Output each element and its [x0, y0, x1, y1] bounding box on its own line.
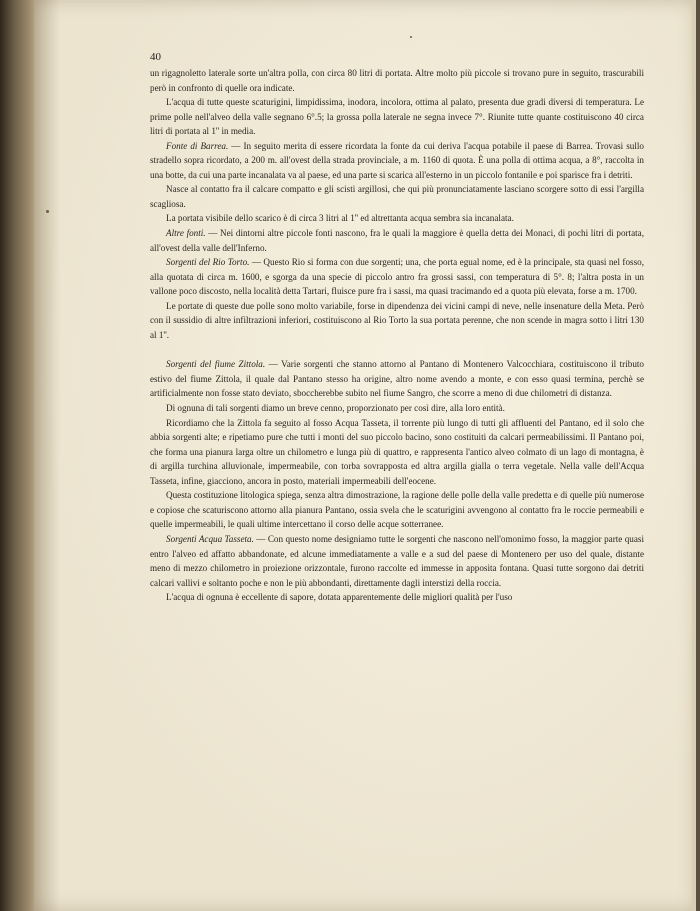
- page-edge: [692, 0, 696, 911]
- scanned-page: [34, 0, 696, 911]
- paragraph-text: Ricordiamo che la Zittola fa seguito al fosso Acqua Tasseta, il torrente più lungo di tutti gli affluenti del Pantano, ed il solo che abbia sorgenti alte; e ripetiamo pure che tutti i monti del suo piccolo bacino, sono costituiti da calcari permeabilissimi. Il Pantano poi, che forma una pianura larga oltre un chilometro e lunga più di quattro, e rappresenta l'antico alveo colmato di un lago di montagna, è di argilla turchina alluvionale, impermeabile, con torba sovrapposta ed altra argilla gialla o terra vegetale. Nella valle dell'Acqua Tasseta, infine, giacciono, ancora in posto, materiali impermeabili dell'eocene.: [150, 417, 644, 486]
- ink-blot: [410, 36, 412, 38]
- paragraph: [150, 139, 644, 183]
- paragraph-text: Questa costituzione litologica spiega, senza altra dimostrazione, la ragione delle polle della valle predetta e di quelle più numerose e copiose che scaturiscono attorno alla pianura Pantano, ossia svela che le scaturigini avvengono al contatto fra le roccie permeabili e quelle impermeabili, le quali ultime intercettano il corso delle acque sotterranee.: [150, 490, 644, 530]
- section-heading: Sorgenti del fiume Zittola.: [166, 359, 266, 370]
- paragraph: [150, 488, 644, 532]
- paragraph: [150, 95, 644, 139]
- page-content: [150, 50, 644, 605]
- paragraph-text: La portata visibile dello scarico è di circa 3 litri al 1'' ed altrettanta acqua sembra sia incanalata.: [166, 213, 514, 224]
- section-heading: Sorgenti Acqua Tasseta.: [166, 533, 254, 544]
- paragraph: [150, 590, 644, 605]
- paragraph: [150, 226, 644, 255]
- ink-blot: [46, 210, 49, 213]
- paragraph-text: L'acqua di tutte queste scaturigini, limpidissima, inodora, incolora, ottima al palato, presenta due gradi diversi di temperatura. Le prime polle nell'alveo della valle segnano 6°.5; la grossa polla laterale ne segna invece 7°. Riunite tutte quante costituiscono 40 circa litri di portata al 1'' in media.: [150, 97, 644, 137]
- paragraph-text: Nasce al contatto fra il calcare compatto e gli scisti argillosi, che qui più pronunciatamente lasciano scorgere sotto di essi l'argilla scagliosa.: [150, 184, 644, 209]
- paragraph-text: un rigagnoletto laterale sorte un'altra polla, con circa 80 litri di portata. Altre molto più piccole si trovano pure in seguito, trascurabili però in confronto di quelle ora indicate.: [150, 68, 644, 93]
- paragraph: [150, 255, 644, 299]
- paragraph: [150, 532, 644, 590]
- paragraph-text: L'acqua di ognuna è eccellente di sapore, dotata apparentemente delle migliori qualità per l'uso: [166, 592, 513, 603]
- paragraph: [150, 66, 644, 95]
- paragraph-text: — Nei dintorni altre piccole fonti nascono, fra le quali la maggiore è quella detta dei Monaci, di pochi litri di portata, all'ovest della valle dell'Inferno.: [150, 228, 644, 253]
- section-heading: Altre fonti.: [166, 228, 206, 239]
- paragraph-text: Di ognuna di tali sorgenti diamo un breve cenno, proporzionato per così dire, alla loro entità.: [166, 403, 505, 414]
- paragraph-text: — Con questo nome designiamo tutte le sorgenti che nascono nell'omonimo fosso, la maggior parte quasi entro l'alveo ed affatto abbandonate, ed alcune immediatamente a valle e a sud del paese di Montenero per uso del quale, distante meno di mezzo chilometro in proiezione orizzontale, furono raccolte ed immesse in apposita fontana. Quasi tutte sorgono dai detriti calcari vallivi e soltanto poche e non le più abbondanti, direttamente dagli interstizi della roccia.: [150, 533, 644, 588]
- paragraph: [150, 416, 644, 489]
- paragraph-text: — Questo Rio si forma con due sorgenti; una, che porta egual nome, ed è la principale, sta quasi nel fosso, alla quotata di circa m. 1600, e sgorga da una specie di piccolo antro fra grossi sassi, con temperatura di 5°. 8; l'altra posta in un vallone poco discosto, nella località detta Tartari, fluisce pure fra i sassi, ma quasi tracimando ed a quota più elevata, forse a m. 1700.: [150, 257, 644, 297]
- paragraph: [150, 357, 644, 401]
- paragraph-text: — In seguito merita di essere ricordata la fonte da cui deriva l'acqua potabile il paese di Barrea. Trovasi sullo stradello sopra ricordato, a 200 m. all'ovest della strada provinciale, a m. 1160 di quota. È una polla di ottima acqua, a 8°, raccolta in una botte, da cui una parte incanalata va al paese, ed una parte si scarica all'esterno in un piccolo fontanile e poi sparisce fra i detriti.: [150, 140, 644, 180]
- paragraph: [150, 211, 644, 226]
- section-heading: Sorgenti del Rio Torto.: [166, 257, 250, 268]
- page-number: 40: [150, 51, 161, 63]
- section-heading: Fonte di Barrea.: [166, 140, 229, 151]
- paragraph: [150, 299, 644, 343]
- paragraph-text: Le portate di queste due polle sono molto variabile, forse in dipendenza dei vicini campi di neve, nelle insenature della Meta. Però con il sussidio di altre infiltrazioni inferiori, costituiscono al Rio Torto la sua portata perenne, che non scende in magra sotto i litri 130 al 1''.: [150, 300, 644, 340]
- paragraph: [150, 401, 644, 416]
- paragraph: [150, 182, 644, 211]
- paragraph-text: — Varie sorgenti che stanno attorno al Pantano di Montenero Valcocchiara, costituiscono il tributo estivo del fiume Zittola, il quale dal Pantano stesso ha origine, altro nome avendo a monte, e con esso quasi termina, perchè se artificialmente non fosse stato deviato, sboccherebbe subito nel fiume Sangro, che scorre a meno di due chilometri di distanza.: [150, 359, 644, 399]
